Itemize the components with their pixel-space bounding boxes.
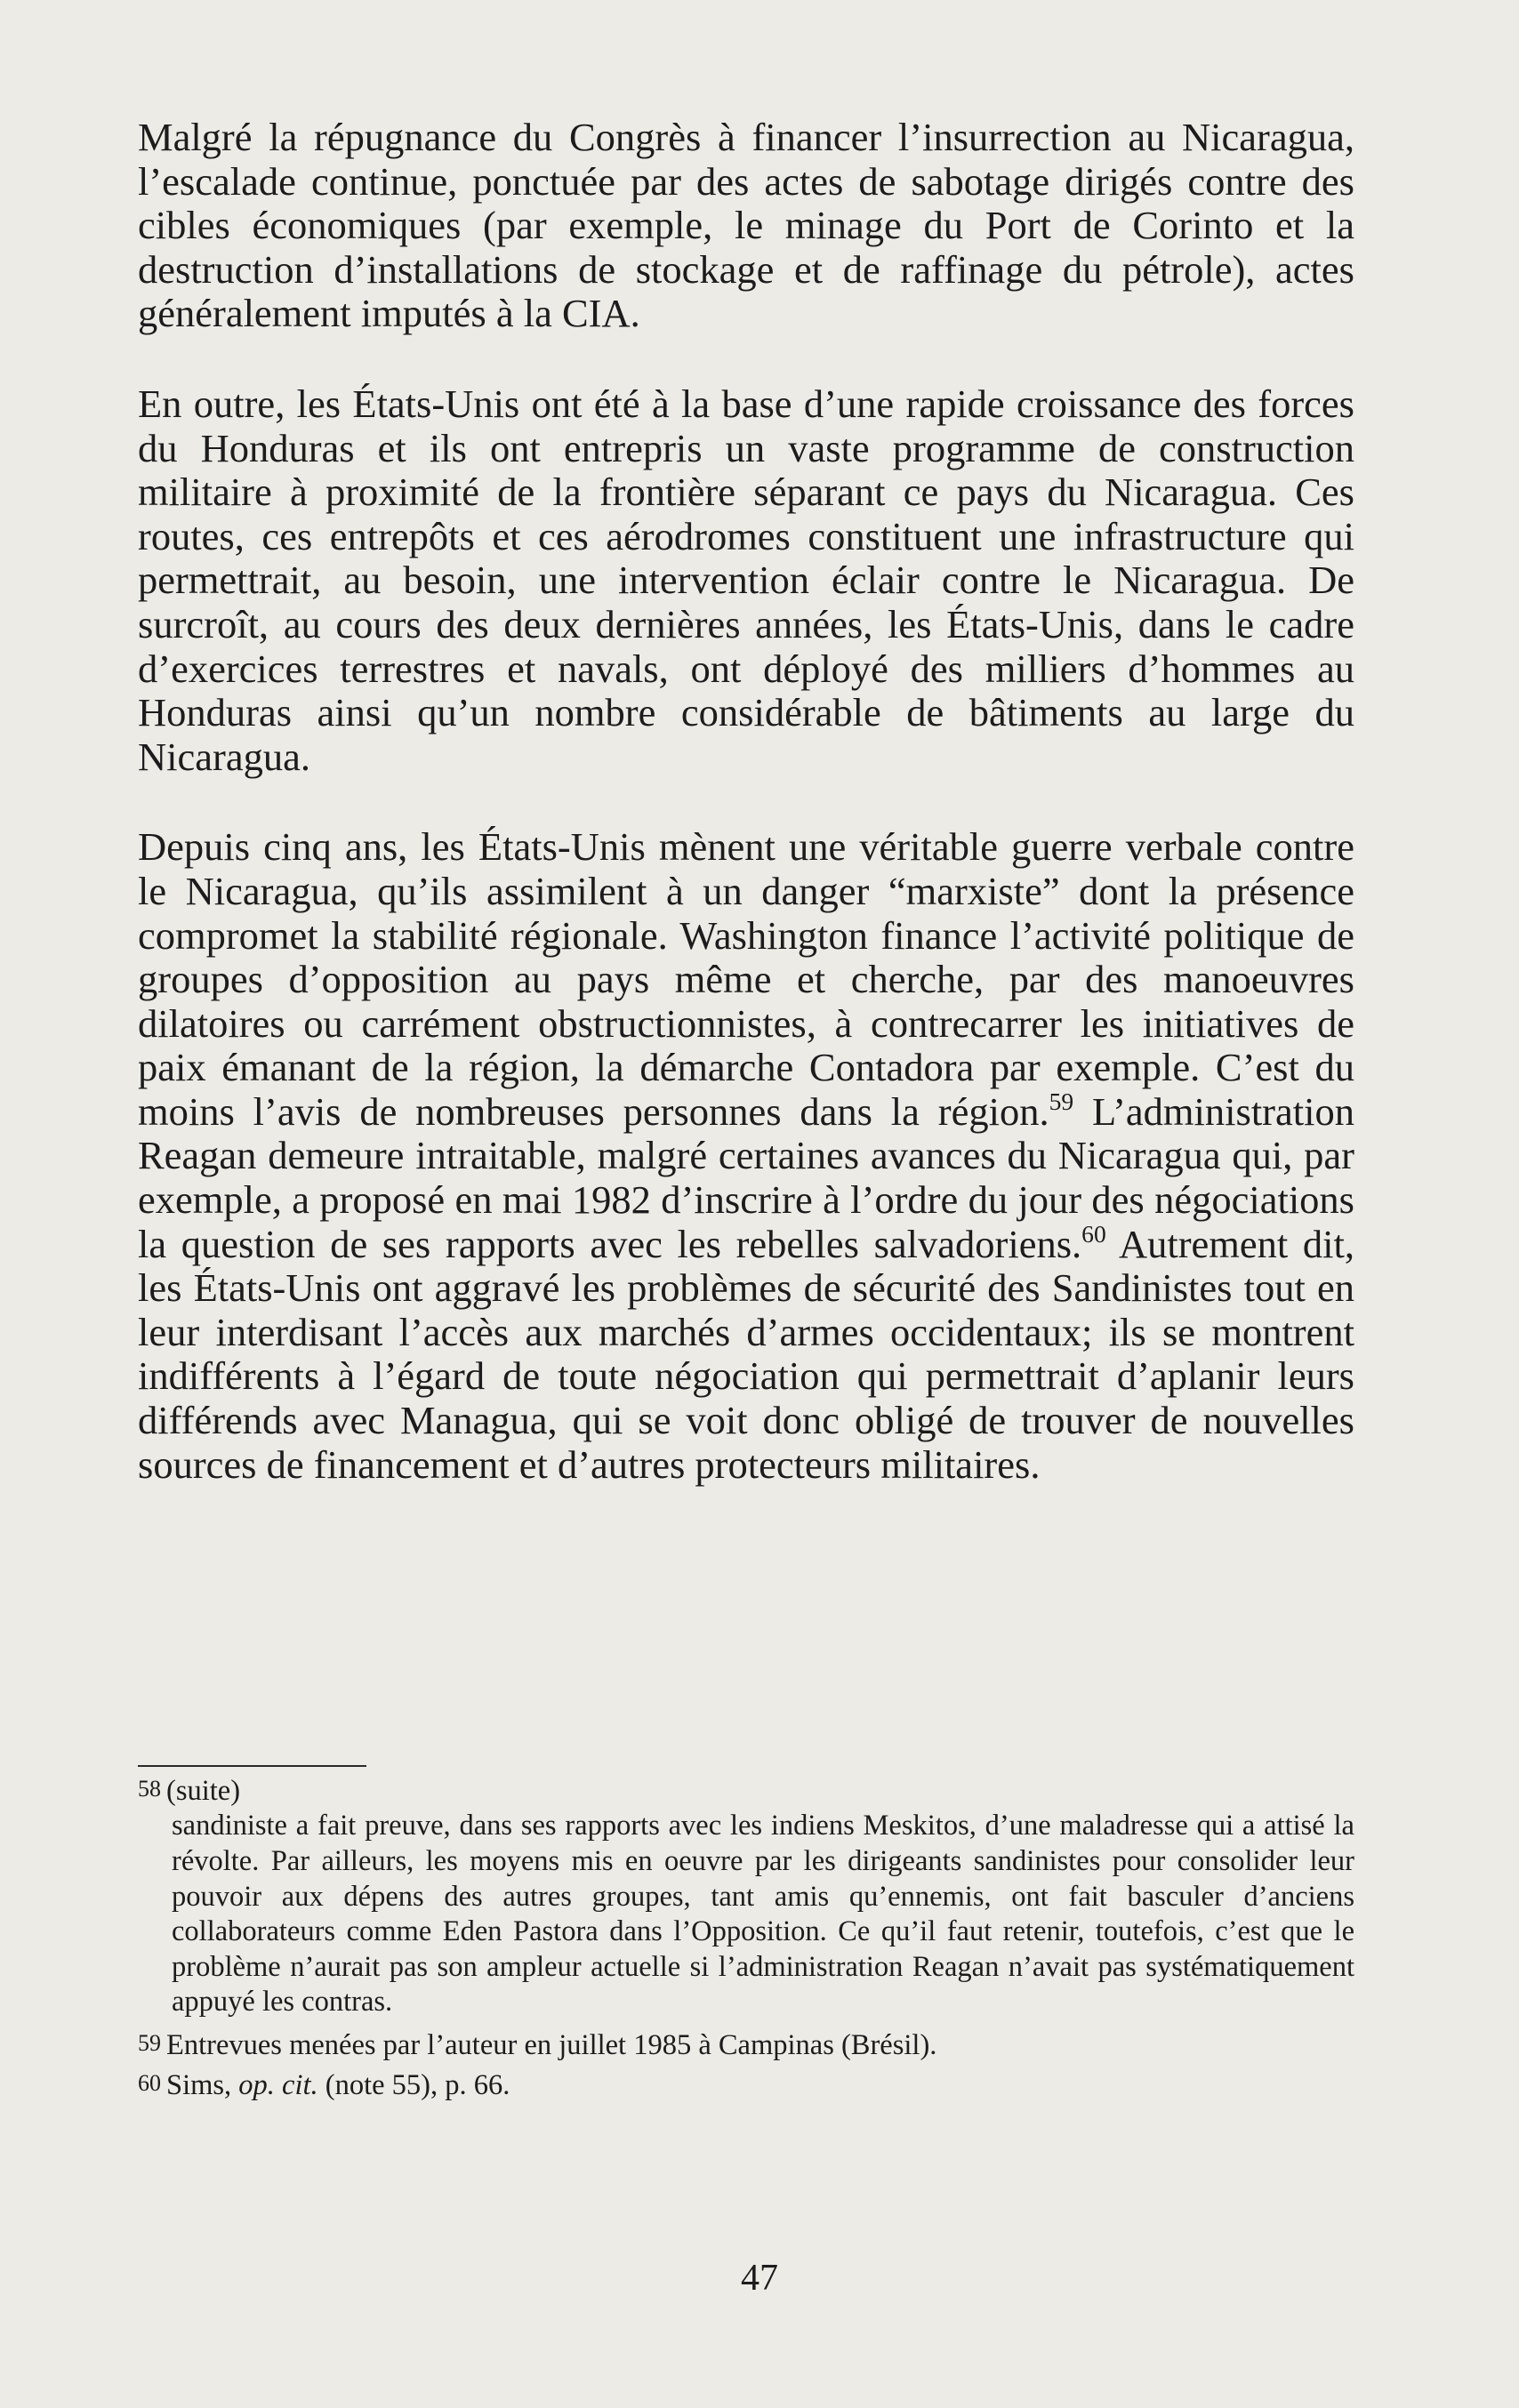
footnote-ref-59: 59 — [1049, 1087, 1074, 1115]
page-number: 47 — [741, 2258, 778, 2299]
footnote-60-reference: (note 55), p. 66. — [317, 2068, 510, 2101]
footnote-separator — [138, 1765, 366, 1767]
paragraph-3 — [138, 825, 1354, 1487]
paragraph-2: En outre, les États-Unis ont été à la base d’une rapide croissance des forces du Honduras et ils ont entrepris un vaste programme de construction militaire à proximité de la frontière séparant ce pays du Nicaragua. Ces routes, ces entrepôts et ces aérodromes constituent une infrastructure qui permettrait, au besoin, une intervention éclair contre le Nicaragua. De surcroît, au cours des deux dernières années, les États-Unis, dans le cadre d’exercices terrestres et navals, ont déployé des milliers d’hommes au Honduras ainsi qu’un nombre considérable de bâtiments au large du Nicaragua. — [138, 381, 1354, 779]
footnotes — [138, 1771, 1354, 2105]
footnote-60-citation: op. cit. — [238, 2068, 318, 2101]
footnote-59-text: Entrevues menées par l’auteur en juillet 1985 à Campinas (Brésil). — [166, 2028, 937, 2061]
footnote-58-head — [138, 1771, 1354, 1809]
paragraph-3-part-1: Depuis cinq ans, les États-Unis mènent une véritable guerre verbale contre le Nicaragua, qu’ils assimilent à un danger “marxiste” dont la présence compromet la stabilité régionale. Washington finance l’activité politique de groupes d’opposition au pays même et cherche, par des manoeuvres dilatoires ou carrément obstructionnistes, à contrecarrer les initiatives de paix émanant de la région, la démarche Contadora par exemple. C’est du moins l’avis de nombreuses personnes dans la région. — [138, 824, 1354, 1134]
footnote-ref-60: 60 — [1081, 1219, 1106, 1248]
footnote-58-continued: (suite) — [166, 1774, 241, 1807]
paragraph-1: Malgré la répugnance du Congrès à financer l’insurrection au Nicaragua, l’escalade continue, ponctuée par des actes de sabotage dirigés contre des cibles économiques (par exemple, le minage du Port de Corinto et la destruction d’installations de stockage et de raffinage du pétrole), actes généralement imputés à la CIA. — [138, 115, 1354, 336]
footnote-59-number: 59 — [138, 2030, 161, 2057]
footnote-60-text: Sims, — [166, 2068, 239, 2101]
footnote-60 — [138, 2066, 1354, 2103]
footnote-58-body: sandiniste a fait preuve, dans ses rapports avec les indiens Meskitos, d’une maladresse qui a attisé la révolte. Par ailleurs, les moyens mis en oeuvre par les dirigeants sandinistes pour consolider leur pouvoir aux dépens des autres groupes, tant amis qu’ennemis, ont fait basculer d’anciens collaborateurs comme Eden Pastora dans l’Opposition. Ce qu’il faut retenir, toutefois, c’est que le problème n’aurait pas son ampleur actuelle si l’administration Reagan n’avait pas systématiquement appuyé les contras. — [172, 1810, 1354, 2019]
paragraph-3-part-2: L’administration Reagan demeure intraitable, malgré certaines avances du Nicaragua qui, par exemple, a proposé en mai 1982 d’inscrire à l’ordre du jour des négociations la question de ses rapports avec les rebelles salvadoriens. — [138, 1088, 1354, 1266]
paragraph-3-part-3: Autrement dit, les États-Unis ont aggravé les problèmes de sécurité des Sandinistes tout en leur interdisant l’accès aux marchés d’armes occidentaux; ils se montrent indifférents à l’égard de toute négociation qui permettrait d’aplanir leurs différends avec Managua, qui se voit donc obligé de trouver de nouvelles sources de financement et d’autres protecteurs militaires. — [138, 1221, 1354, 1487]
footnote-59 — [138, 2026, 1354, 2063]
footnote-58-number: 58 — [138, 1776, 161, 1802]
main-text — [138, 116, 1354, 1533]
footnote-60-number: 60 — [138, 2069, 161, 2096]
